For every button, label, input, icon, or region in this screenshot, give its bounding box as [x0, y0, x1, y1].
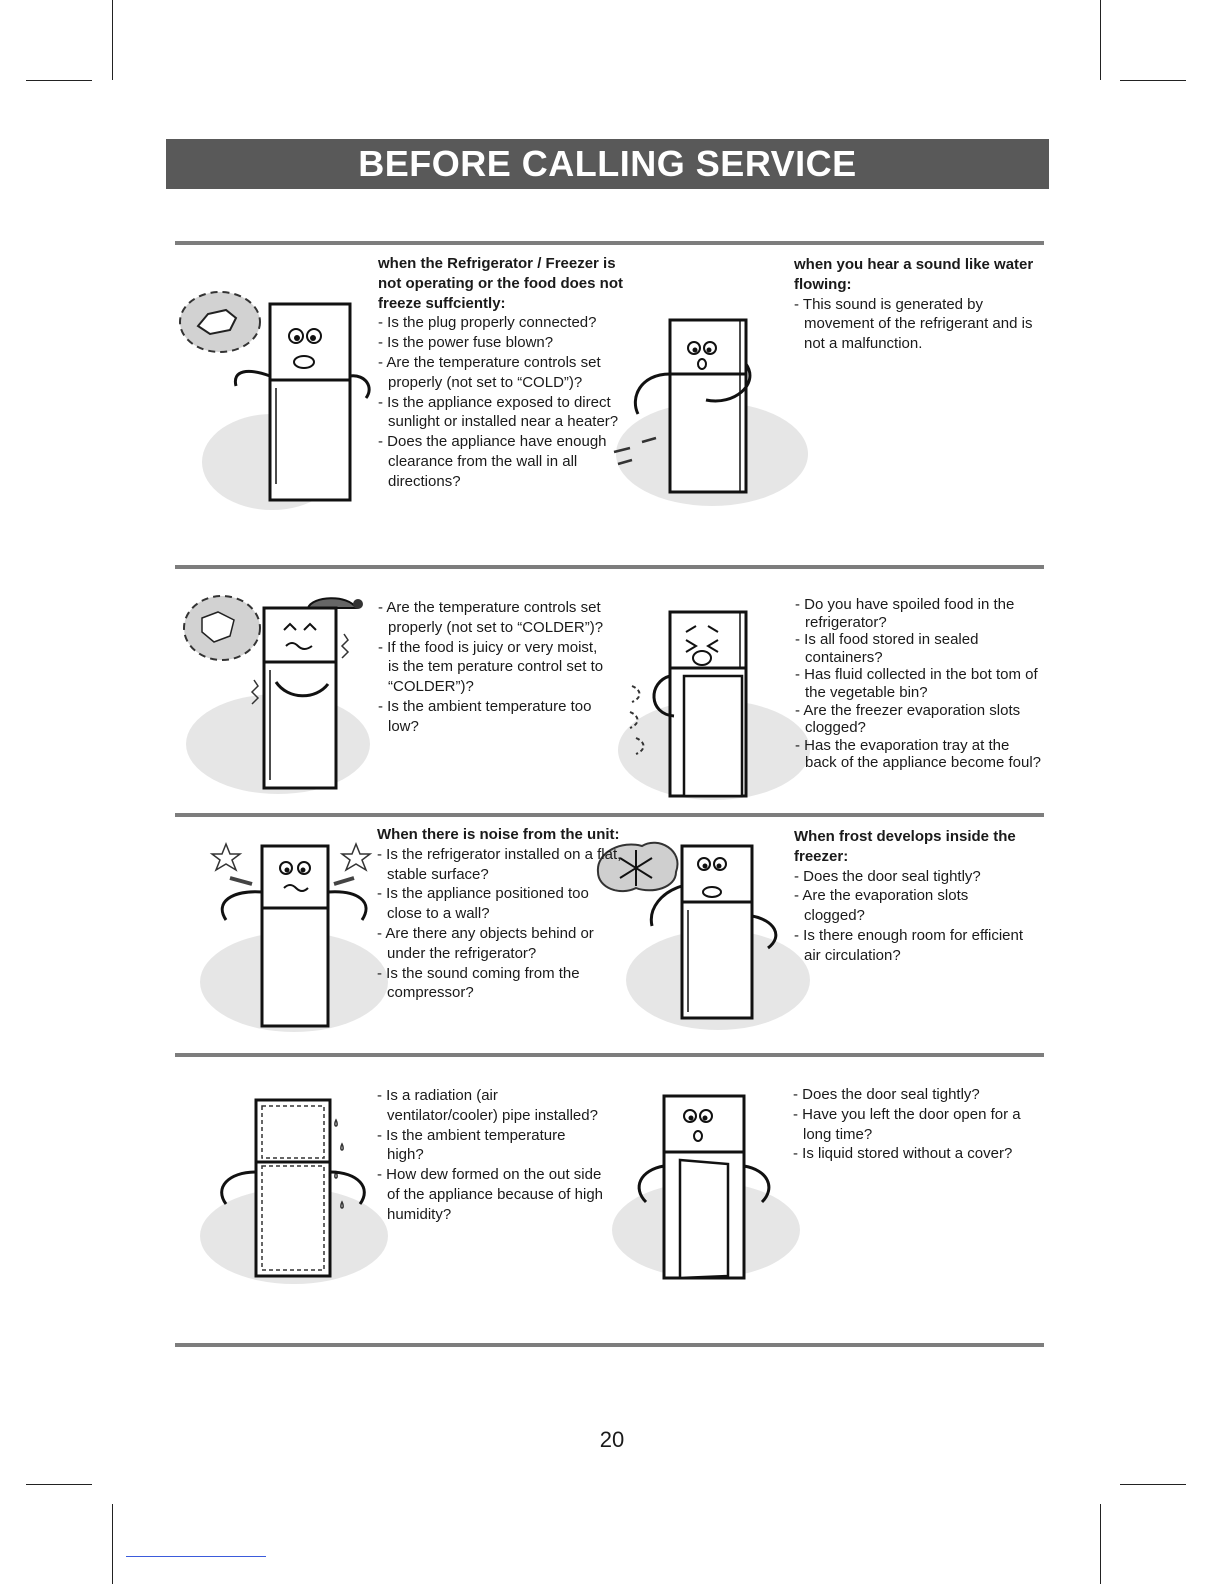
checklist-item: - Are the temperature controls set properly (not set to “COLDER”)?	[378, 598, 610, 638]
crop-mark	[26, 80, 92, 81]
checklist-item: - Has fluid collected in the bot tom of the vegetable bin?	[795, 666, 1041, 701]
fridge-water-sound-illustration	[610, 314, 810, 510]
checklist-item: - Has the evaporation tray at the back of the appliance become foul?	[795, 737, 1041, 772]
checklist-item: - Is the appliance positioned too close to a wall?	[377, 884, 623, 924]
checklist-item: - Does the appliance have enough clearance from the wall in all directions?	[378, 432, 636, 491]
checklist	[794, 867, 1024, 966]
checklist-item: - Is there enough room for efficient air circulation?	[794, 926, 1024, 966]
page-title: BEFORE CALLING SERVICE	[358, 143, 857, 184]
crop-mark	[112, 1504, 113, 1584]
section-divider	[175, 1343, 1044, 1347]
fridge-door-open-illustration	[606, 1090, 806, 1286]
crop-mark	[112, 0, 113, 80]
checklist-item: - Is the ambient temperature high?	[377, 1126, 603, 1166]
section-heading: when you hear a sound like water flowing:	[794, 256, 1034, 293]
checklist-item: - Is the plug properly connected?	[378, 313, 636, 333]
fridge-frost-illustration	[592, 836, 812, 1032]
checklist-item: - Do you have spoiled food in the refrigerator?	[795, 596, 1041, 631]
header-bar	[166, 139, 1049, 189]
fridge-bad-smell-illustration	[612, 606, 812, 802]
checklist	[795, 596, 1041, 772]
checklist	[377, 1086, 603, 1225]
crop-mark	[1120, 80, 1186, 81]
checklist-item: - Are there any objects behind or under the refrigerator?	[377, 924, 623, 964]
checklist-item: - Are the temperature controls set properly (not set to “COLD”)?	[378, 353, 636, 393]
checklist-item: - Is all food stored in sealed containers?	[795, 631, 1041, 666]
checklist-item: - Are the evaporation slots clogged?	[794, 886, 1024, 926]
checklist-item: - Have you left the door open for a long time?	[793, 1105, 1043, 1145]
checklist-item: - Is the appliance exposed to direct sunlight or installed near a heater?	[378, 393, 636, 433]
page-number: 20	[599, 1427, 625, 1452]
section-heading: When frost develops inside the freezer:	[794, 828, 1016, 865]
checklist-item: - Is a radiation (air ventilator/cooler) pipe installed?	[377, 1086, 603, 1126]
crop-mark	[1100, 1504, 1101, 1584]
checklist-item: - Is the ambient temperature too low?	[378, 697, 610, 737]
checklist	[377, 845, 623, 1003]
checklist-item: - Are the freezer evaporation slots clogged?	[795, 702, 1041, 737]
crop-mark	[1120, 1484, 1186, 1485]
section-door-open	[793, 1085, 1043, 1164]
crop-mark	[1100, 0, 1101, 80]
checklist-item: - Is the sound coming from the compressor?	[377, 964, 623, 1004]
section-noise	[377, 825, 623, 1003]
checklist	[378, 598, 610, 737]
fridge-dew-illustration	[196, 1090, 392, 1286]
section-water-sound	[794, 255, 1034, 354]
checklist-item: - Does the door seal tightly?	[793, 1085, 1043, 1105]
bottom-link-underline	[126, 1556, 266, 1557]
checklist-item: - Is the refrigerator installed on a flat, stable surface?	[377, 845, 623, 885]
section-bad-smell	[795, 596, 1041, 772]
checklist	[794, 295, 1034, 354]
crop-mark	[26, 1484, 92, 1485]
section-not-freezing	[378, 254, 636, 492]
checklist-item: - Is liquid stored without a cover?	[793, 1144, 1043, 1164]
section-dew	[377, 1086, 603, 1225]
section-too-cold	[378, 598, 610, 737]
checklist-item: - If the food is juicy or very moist, is the tem perature control set to “COLDER”)?	[378, 638, 610, 697]
section-divider	[175, 813, 1044, 817]
checklist-item: - How dew formed on the out side of the appliance because of high humidity?	[377, 1165, 603, 1224]
checklist-item: - Is the power fuse blown?	[378, 333, 636, 353]
section-divider	[175, 565, 1044, 569]
fridge-too-cold-illustration	[180, 590, 380, 796]
checklist-item: - Does the door seal tightly?	[794, 867, 1024, 887]
fridge-noise-illustration	[196, 836, 392, 1034]
checklist-item: - This sound is generated by movement of the refrigerant and is not a malfunction.	[794, 295, 1034, 354]
fridge-melting-ice-illustration	[178, 284, 378, 516]
section-divider	[175, 1053, 1044, 1057]
section-divider	[175, 241, 1044, 245]
checklist	[378, 313, 636, 491]
checklist	[793, 1085, 1043, 1164]
section-frost	[794, 827, 1024, 966]
section-heading: when the Refrigerator / Freezer is not operating or the food does not freeze suffciently:	[378, 255, 623, 312]
section-heading: When there is noise from the unit:	[377, 826, 620, 843]
